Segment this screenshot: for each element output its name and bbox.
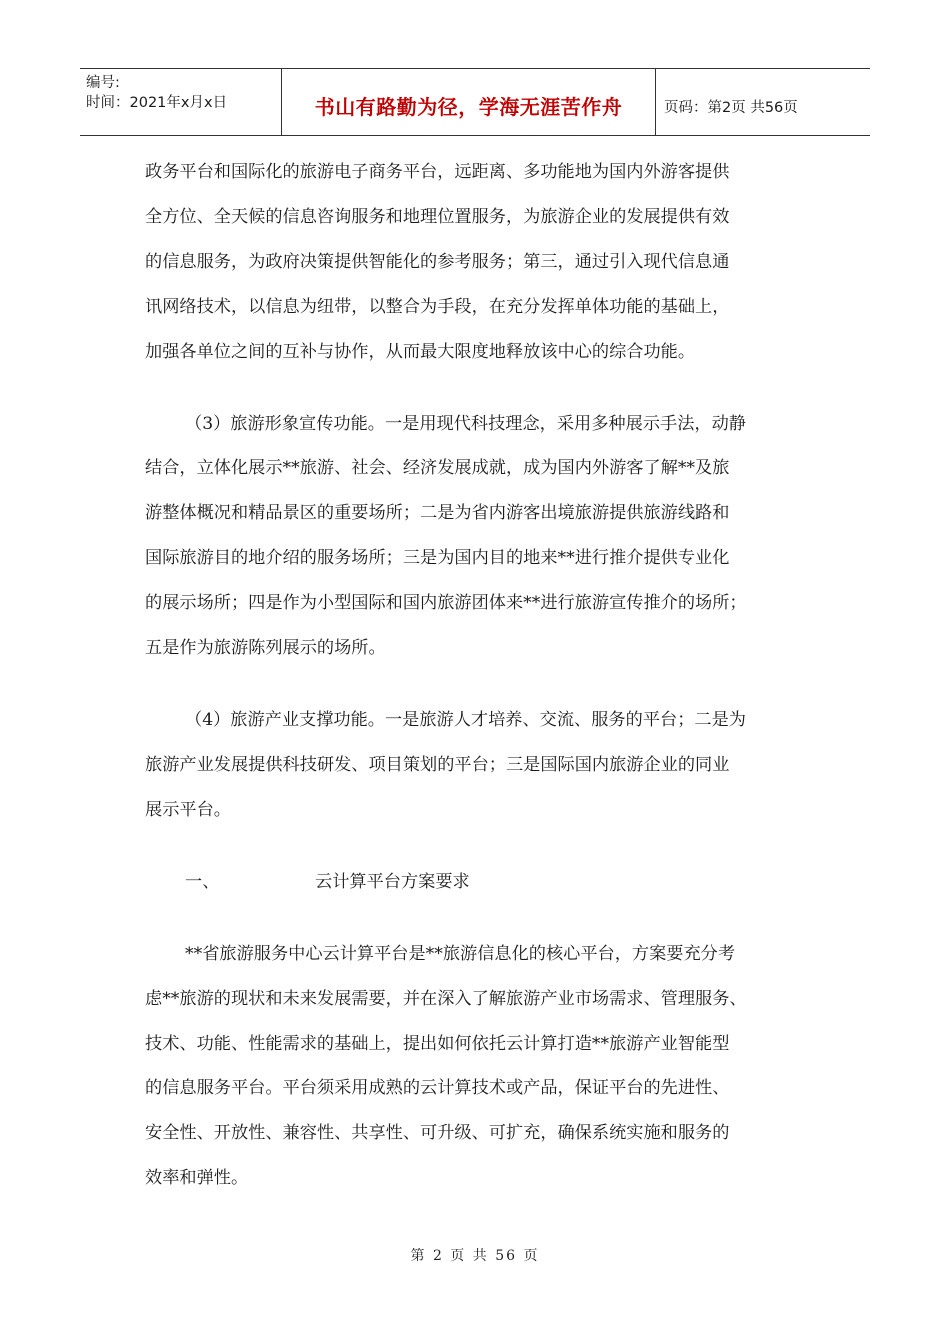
text-line: （3）旅游形象宣传功能。一是用现代科技理念，采用多种展示手法，动静 [185,413,746,434]
paragraph-1 [145,150,815,375]
paragraph-2 [145,402,815,671]
footer-page-number: 第 2 页 共 56 页 [410,1248,540,1264]
text-line: 的信息服务平台。平台须采用成熟的云计算技术或产品，保证平台的先进性、 [145,1078,730,1099]
header-meta-cell [80,69,282,135]
document-number-label: 编号: [86,75,120,91]
text-line: 结合，立体化展示**旅游、社会、经济发展成就，成为国内外游客了解**及旅 [145,458,730,479]
document-date-label: 时间：2021年x月x日 [86,95,228,111]
text-line: 政务平台和国际化的旅游电子商务平台，远距离、多功能地为国内外游客提供 [145,162,730,182]
text-line: 全方位、全天候的信息咨询服务和地理位置服务，为旅游企业的发展提供有效 [145,206,730,227]
section-heading-number: 一、 [185,871,220,892]
text-line: 游整体概况和精品景区的重要场所；二是为省内游客出境旅游提供旅游线路和 [145,503,730,524]
section-heading [145,860,815,905]
text-line: （4）旅游产业支撑功能。一是旅游人才培养、交流、服务的平台；二是为 [185,709,746,730]
paragraph-4 [145,932,815,1201]
text-line: 加强各单位之间的互补与协作，从而最大限度地释放该中心的综合功能。 [145,341,696,362]
text-line: 安全性、开放性、兼容性、共享性、可升级、可扩充，确保系统实施和服务的 [145,1123,730,1144]
header-page-info: 页码：第2页 共56页 [664,99,798,116]
text-line: 的展示场所；四是作为小型国际和国内旅游团体来**进行旅游宣传推介的场所； [145,593,747,614]
text-line: **省旅游服务中心云计算平台是**旅游信息化的核心平台，方案要充分考 [185,943,736,964]
document-body [145,150,815,1201]
text-line: 国际旅游目的地介绍的服务场所；三是为国内目的地来**进行推介提供专业化 [145,548,730,569]
page-footer [0,1245,950,1265]
text-line: 旅游产业发展提供科技研发、项目策划的平台；三是国际国内旅游企业的同业 [145,754,730,775]
text-line: 效率和弹性。 [145,1168,249,1189]
text-line: 展示平台。 [145,799,231,820]
text-line: 虑**旅游的现状和未来发展需要，并在深入了解旅游产业市场需求、管理服务、 [145,988,747,1009]
text-line: 的信息服务，为政府决策提供智能化的参考服务；第三，通过引入现代信息通 [145,251,730,272]
text-line: 五是作为旅游陈列展示的场所。 [145,638,386,659]
header-page-cell [656,69,870,135]
document-header [80,68,870,136]
paragraph-gap [145,905,815,932]
text-line: 技术、功能、性能需求的基础上，提出如何依托云计算打造**旅游产业智能型 [145,1033,730,1054]
section-heading-title: 云计算平台方案要求 [315,871,470,892]
paragraph-gap [145,375,815,402]
paragraph-gap [145,833,815,860]
header-motto-cell [282,69,656,135]
paragraph-gap [145,671,815,698]
header-motto: 书山有路勤为径，学海无涯苦作舟 [314,94,623,119]
paragraph-3 [145,698,815,833]
text-line: 讯网络技术，以信息为纽带，以整合为手段，在充分发挥单体功能的基础上， [145,296,730,317]
